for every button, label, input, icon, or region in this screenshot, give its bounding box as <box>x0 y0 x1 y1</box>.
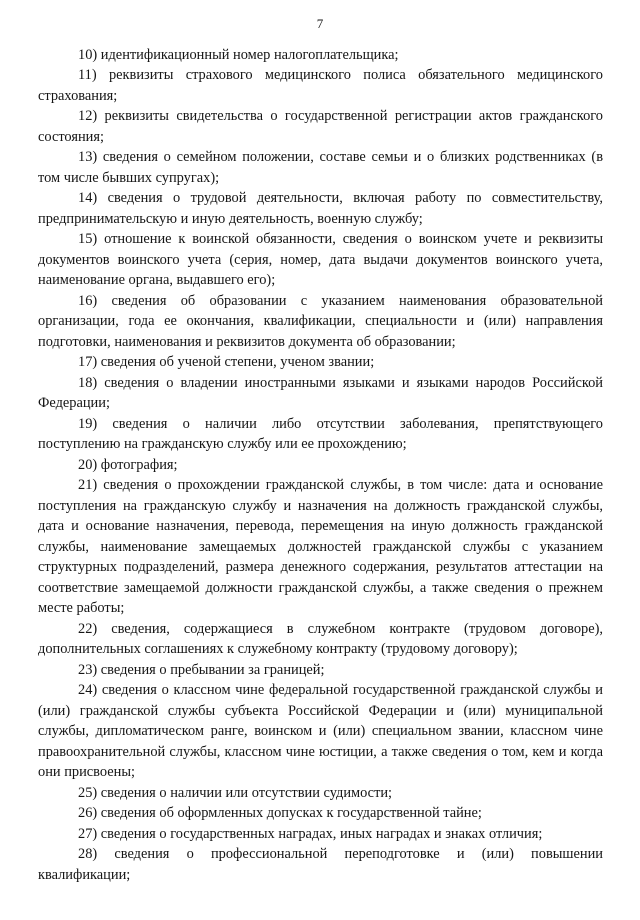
list-item: 18) сведения о владении иностранными языками и языками народов Российской Федерации; <box>38 374 603 411</box>
list-item: 20) фотография; <box>78 456 178 473</box>
list-item: 11) реквизиты страхового медицинского полиса обязательного медицинского страхования; <box>38 67 603 104</box>
list-item: 19) сведения о наличии либо отсутствии заболевания, препятствующего поступлению на гражданскую службу или ее прохождению; <box>38 415 603 452</box>
list-item: 10) идентификационный номер налогоплательщика; <box>78 46 399 63</box>
list-item: 27) сведения о государственных наградах, иных наградах и знаках отличия; <box>78 825 543 842</box>
list-item: 23) сведения о пребывании за границей; <box>78 661 325 678</box>
list-item: 16) сведения об образовании с указанием наименования образовательной организации, года ее окончания, квалификации, специальности и (или) направления подготовки, наименования и реквизитов документа об образовании; <box>38 292 603 350</box>
list-item: 15) отношение к воинской обязанности, сведения о воинском учете и реквизиты документов воинского учета (серия, номер, дата выдачи документов воинского учета, наименование органа, выдавшего его); <box>38 231 603 288</box>
list-item: 26) сведения об оформленных допусках к государственной тайне; <box>78 805 482 821</box>
list-item: 25) сведения о наличии или отсутствии судимости; <box>78 784 393 801</box>
list-item: 12) реквизиты свидетельства о государственной регистрации актов гражданского состояния; <box>38 108 603 145</box>
list-item: 17) сведения об ученой степени, ученом звании; <box>78 354 375 370</box>
list-item: 14) сведения о трудовой деятельности, включая работу по совместительству, предпринимательскую и иную деятельность, военную службу; <box>38 190 603 227</box>
document-body <box>38 45 603 886</box>
list-item: 22) сведения, содержащиеся в служебном контракте (трудовом договоре), дополнительных соглашениях к служебному контракту (трудовому договору); <box>38 620 603 657</box>
list-item: 21) сведения о прохождении гражданской службы, в том числе: дата и основание поступления на гражданскую службу и назначения на должность гражданской службы, дата и основание назначения, перевода, перемещения на иную должность гражданской службы, наименование замещаемых должностей гражданской службы с указанием структурных подразделений, размера денежного содержания, результатов аттестации на соответствие замещаемой должности гражданской службы, а также сведения о прежнем месте работы; <box>38 477 603 616</box>
list-item: 24) сведения о классном чине федеральной государственной гражданской службы и (или) гражданской службы субъекта Российской Федерации и (или) муниципальной службы, дипломатическом ранге, воинском и (или) специальном звании, классном чине правоохранительной службы, классном чине юстиции, а также сведения о том, кем и когда они присвоены; <box>38 682 603 780</box>
list-item: 13) сведения о семейном положении, составе семьи и о близких родственниках (в том числе бывших супругах); <box>38 149 603 186</box>
page-number: 7 <box>316 16 324 31</box>
list-item: 28) сведения о профессиональной переподготовке и (или) повышении квалификации; <box>38 846 603 883</box>
